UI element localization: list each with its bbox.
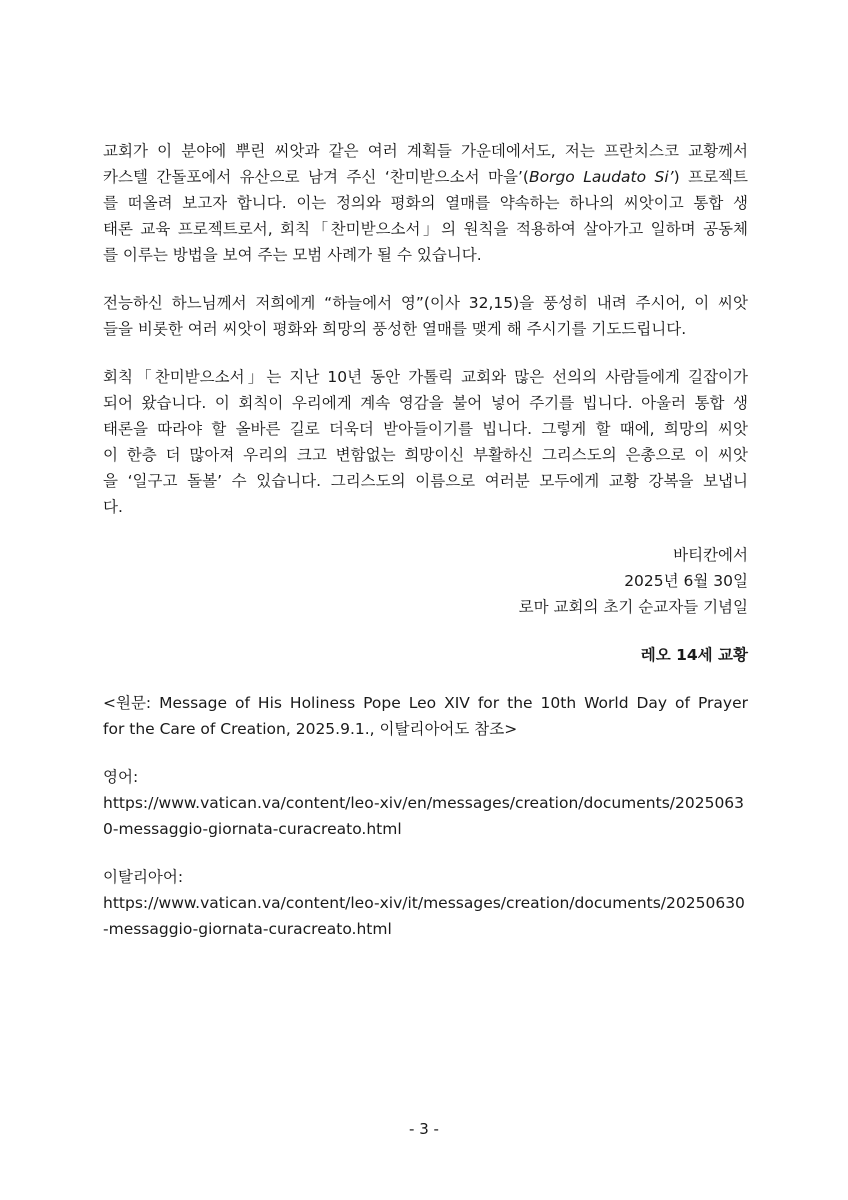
closing-place: 바티칸에서 <box>673 546 748 564</box>
italic-project-title: Borgo Laudato Si’ <box>528 168 674 186</box>
text-line: 를 떠올려 보고자 합니다. 이는 정의와 평화의 열매를 약속하는 하나의 씨앗이고 통합 생 <box>103 194 748 212</box>
text-line: 회칙「찬미받으소서」는 지난 10년 동안 가톨릭 교회와 많은 선의의 사람들에게 길잡이가 <box>103 368 748 386</box>
english-url-line[interactable]: https://www.vatican.va/content/leo-xiv/en/messages/creation/documents/2025063 <box>103 794 745 812</box>
source-note <box>103 690 748 742</box>
text-line: 교회가 이 분야에 뿌린 씨앗과 같은 여러 계획들 가운데에서도, 저는 프란치스코 교황께서 <box>103 142 748 160</box>
italian-link-block <box>103 864 748 942</box>
paragraph-encyclical <box>103 364 748 520</box>
text-segment: ) 프로젝트 <box>673 168 748 186</box>
italian-url-line[interactable]: https://www.vatican.va/content/leo-xiv/it/messages/creation/documents/20250630 <box>103 894 745 912</box>
italian-url-line[interactable]: -messaggio-giornata-curacreato.html <box>103 920 392 938</box>
italian-label: 이탈리아어: <box>103 868 184 886</box>
paragraph-borgo-laudato-si <box>103 138 748 268</box>
closing-date: 2025년 6월 30일 <box>624 572 748 590</box>
text-line: 되어 왔습니다. 이 회칙이 우리에게 계속 영감을 불어 넣어 주기를 빕니다. 아울러 통합 생 <box>103 394 748 412</box>
text-line: 이 한층 더 많아져 우리의 크고 변함없는 희망이신 부활하신 그리스도의 은총으로 이 씨앗 <box>103 446 748 464</box>
text-line: 다. <box>103 498 123 516</box>
text-line: 들을 비롯한 여러 씨앗이 평화와 희망의 풍성한 열매를 맺게 해 주시기를 기도드립니다. <box>103 320 687 338</box>
document-body <box>103 138 748 942</box>
english-link-block <box>103 764 748 842</box>
text-line <box>103 164 748 190</box>
closing-feast: 로마 교회의 초기 순교자들 기념일 <box>518 598 748 616</box>
closing-block <box>103 542 748 620</box>
text-line: 태론을 따라야 할 올바른 길로 더욱더 받아들이기를 빕니다. 그렇게 할 때에, 희망의 씨앗 <box>103 420 748 438</box>
text-line: 를 이루는 방법을 보여 주는 모범 사례가 될 수 있습니다. <box>103 246 482 264</box>
english-url-line[interactable]: 0-messaggio-giornata-curacreato.html <box>103 820 402 838</box>
paragraph-prayer <box>103 290 748 342</box>
text-line: 전능하신 하느님께서 저희에게 “하늘에서 영”(이사 32,15)을 풍성히 내려 주시어, 이 씨앗 <box>103 294 748 312</box>
source-line: <원문: Message of His Holiness Pope Leo XIV for the 10th World Day of Prayer <box>103 694 748 712</box>
text-line: 태론 교육 프로젝트로서, 회칙「찬미받으소서」의 원칙을 적용하여 살아가고 일하며 공동체 <box>103 220 748 238</box>
source-line: for the Care of Creation, 2025.9.1., 이탈리아어도 참조> <box>103 720 518 738</box>
text-line: 을 ‘일구고 돌볼’ 수 있습니다. 그리스도의 이름으로 여러분 모두에게 교황 강복을 보냅니 <box>103 472 748 490</box>
english-label: 영어: <box>103 768 139 786</box>
page-number: - 3 - <box>409 1120 439 1138</box>
text-segment: 카스텔 간돌포에서 유산으로 남겨 주신 ‘찬미받으소서 마을’( <box>103 168 529 186</box>
signature: 레오 14세 교황 <box>640 646 748 664</box>
